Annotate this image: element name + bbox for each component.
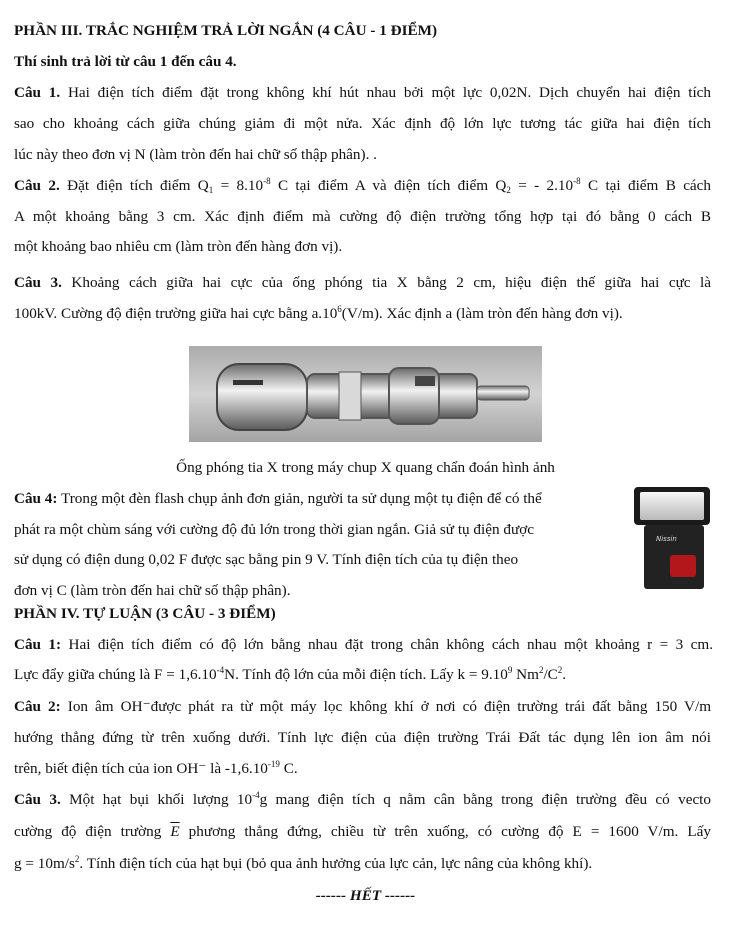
xray-tube-image [189, 346, 542, 442]
camera-flash-image [616, 483, 714, 595]
p3-q2-line2: A một khoảng bằng 3 cm. Xác định điểm mà cường độ điện trường tổng hợp tại đó bằng 0 cách B [14, 208, 711, 225]
p4-q1-line1: Câu 1: Hai điện tích điểm có độ lớn bằng nhau đặt trong chân không cách nhau một khoảng r = 3 cm. [14, 636, 713, 653]
p3-q2-line1: Câu 2. Đặt điện tích điểm $Q_1 = 8.10^{-8}$ C tại điểm A và điện tích điểm $Q_2$ = - $2.10^{-8}$ C tại điểm B cách [14, 176, 712, 195]
p4-q3-line3: $g = 10m/s^2$. Tính điện tích của hạt bụi (bỏ qua ảnh hưởng của lực cản, lực nâng của không khí). [14, 854, 593, 872]
part4-title: PHẦN IV. TỰ LUẬN (3 CÂU - 3 ĐIỂM) [14, 605, 276, 622]
p3-q1-line3: lúc này theo đơn vị N (làm tròn đến hai chữ số thập phân). . [14, 146, 377, 163]
p4-q2-line3: trên, biết điện tích của ion OH⁻ là $-1,6.10^{-19}$ C. [14, 759, 298, 777]
end-marker: ------ HẾT ------ [315, 887, 416, 904]
p3-q4-line3: sử dụng có điện dung 0,02 F được sạc bằng pin 9 V. Tính điện tích của tụ điện theo [14, 551, 519, 568]
p4-q2-line2: hướng thẳng đứng từ trên xuống dưới. Tính lực điện của điện trường Trái Đất tác dụng lên ion âm nói [14, 729, 711, 746]
p3-q3-line1: Câu 3. Khoảng cách giữa hai cực của ống phóng tia X bằng 2 cm, hiệu điện thế giữa hai cực là [14, 274, 712, 291]
p3-q4-line1: Câu 4: Trong một đèn flash chụp ảnh đơn giản, người ta sử dụng một tụ điện để có thể [14, 490, 542, 507]
p4-q3-line1: Câu 3. Một hạt bụi khối lượng $10^{-4}g$ mang điện tích q nằm cân bằng trong điện trường đều có vecto [14, 790, 711, 808]
p3-q2-line3: một khoảng bao nhiêu cm (làm tròn đến hàng đơn vị). [14, 238, 343, 255]
p3-q1-line2: sao cho khoảng cách giữa chúng giảm đi một nửa. Xác định độ lớn lực tương tác giữa hai điện tích [14, 115, 711, 132]
p4-q1-line2: Lực đẩy giữa chúng là $F = 1,6.10^{-4}N$. Tính độ lớn của mỗi điện tích. Lấy $k = 9.10^9$ $Nm^2/C^2$. [14, 665, 567, 683]
p3-q4-line4: đơn vị C (làm tròn đến hai chữ số thập phân). [14, 582, 291, 599]
p3-q3-line2: 100kV. Cường độ điện trường giữa hai cực bằng $a.10^6(V/m)$. Xác định a (làm tròn đến hàng đơn vị). [14, 304, 623, 322]
tube-caption: Ống phóng tia X trong máy chup X quang chẩn đoán hình ảnh [176, 459, 555, 476]
p4-q2-line1: Câu 2: Ion âm OH⁻được phát ra từ một máy lọc không khí ở nơi có điện trường trái đất bằng 150 V/m [14, 698, 712, 715]
part3-title: PHẦN III. TRẮC NGHIỆM TRẢ LỜI NGẮN (4 CÂU - 1 ĐIỂM) [14, 22, 438, 39]
flash-brand-logo: Nissin [656, 535, 677, 543]
p4-q3-line2: cường độ điện trường $\overline{E}$ phương thẳng đứng, chiều từ trên xuống, có cường độ E = 1600 V/m. Lấy [14, 823, 711, 840]
p3-q4-line2: phát ra một chùm sáng với cường độ đủ lớn trong thời gian ngắn. Giả sử tụ điện được [14, 521, 534, 538]
p3-q1-line1: Câu 1. Hai điện tích điểm đặt trong không khí hút nhau bởi một lực 0,02N. Dịch chuyển hai điện tích [14, 84, 711, 101]
part3-instruction: Thí sinh trả lời từ câu 1 đến câu 4. [14, 53, 237, 70]
